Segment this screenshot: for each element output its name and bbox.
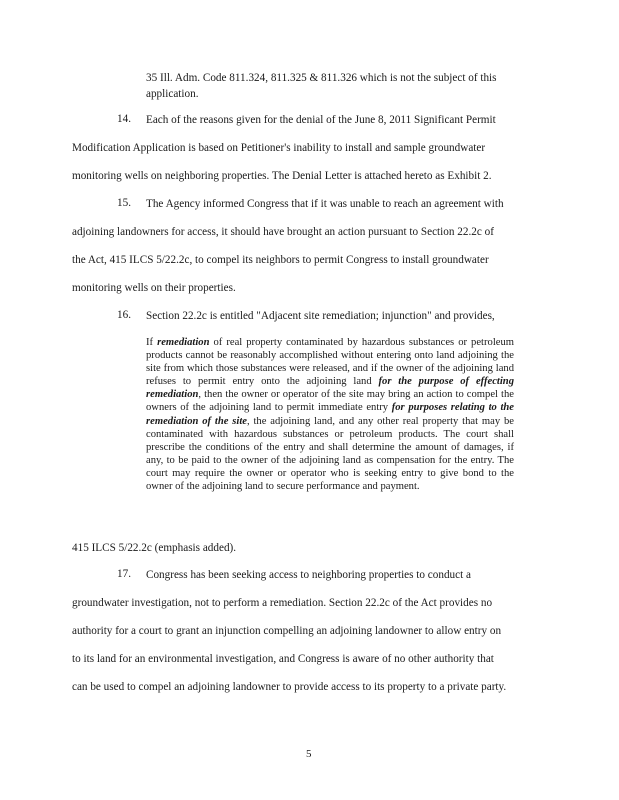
p13-line-1: 35 Ill. Adm. Code 811.324, 811.325 & 811.326 which is not the subject of this bbox=[146, 72, 497, 84]
p15-line-3: the Act, 415 ILCS 5/22.2c, to compel its neighbors to permit Congress to install groundwater bbox=[72, 254, 489, 266]
quote-text-1: If bbox=[146, 337, 158, 348]
p15-line-2: adjoining landowners for access, it should have brought an action pursuant to Section 22.2c of bbox=[72, 226, 494, 238]
quote-text-3: , then the owner or operator of the site may bring an action to compel the owners of the adjoining land to permit immediate entry bbox=[146, 389, 514, 414]
quote-emphasis-1: remediation bbox=[157, 337, 210, 348]
quote-emphasis-3: for purposes relating to the remediation of the site bbox=[146, 402, 514, 427]
page-number: 5 bbox=[306, 748, 312, 760]
p14-line-3: monitoring wells on neighboring properties. The Denial Letter is attached hereto as Exhibit 2. bbox=[72, 170, 492, 182]
statute-block-quote bbox=[146, 336, 514, 493]
p15-line-1: The Agency informed Congress that if it was unable to reach an agreement with bbox=[146, 198, 504, 210]
p17-line-2: groundwater investigation, not to perform a remediation. Section 22.2c of the Act provides no bbox=[72, 597, 493, 609]
p16-number: 16. bbox=[117, 309, 131, 321]
p14-line-1: Each of the reasons given for the denial of the June 8, 2011 Significant Permit bbox=[146, 114, 496, 126]
quote-text-2: of real property contaminated by hazardous substances or petroleum products cannot be reasonably accomplished without entering onto land adjoining the site from which those substances were released, and if the owner of the adjoining land refuses to permit entry onto the adjoining land bbox=[146, 337, 514, 388]
p16-line-1: Section 22.2c is entitled "Adjacent site remediation; injunction" and provides, bbox=[146, 310, 495, 322]
quote-text-4: , the adjoining land, and any other real property that may be contaminated with hazardous substances or petroleum products. The court shall prescribe the conditions of the entry and shall determine the amount of damages, if any, to be paid to the owner of the adjoining land as compensation for the entry. The court may require the owner or operator who is seeking entry to give bond to the owner of the adjoining land to secure performance and payment. bbox=[146, 415, 514, 493]
p15-line-4: monitoring wells on their properties. bbox=[72, 282, 236, 294]
quote-emphasis-2: for the purpose of effecting remediation bbox=[146, 376, 514, 401]
citation: 415 ILCS 5/22.2c (emphasis added). bbox=[72, 542, 237, 554]
p17-line-5: can be used to compel an adjoining landowner to provide access to its property to a private party. bbox=[72, 681, 507, 693]
p17-number: 17. bbox=[117, 568, 131, 580]
p17-line-1: Congress has been seeking access to neighboring properties to conduct a bbox=[146, 569, 471, 581]
p15-number: 15. bbox=[117, 197, 131, 209]
p14-number: 14. bbox=[117, 113, 131, 125]
p14-line-2: Modification Application is based on Petitioner's inability to install and sample groundwater bbox=[72, 142, 486, 154]
p17-line-4: to its land for an environmental investigation, and Congress is aware of no other authority that bbox=[72, 653, 494, 665]
p13-line-2: application. bbox=[146, 88, 199, 100]
p17-line-3: authority for a court to grant an injunction compelling an adjoining landowner to allow entry on bbox=[72, 625, 502, 637]
